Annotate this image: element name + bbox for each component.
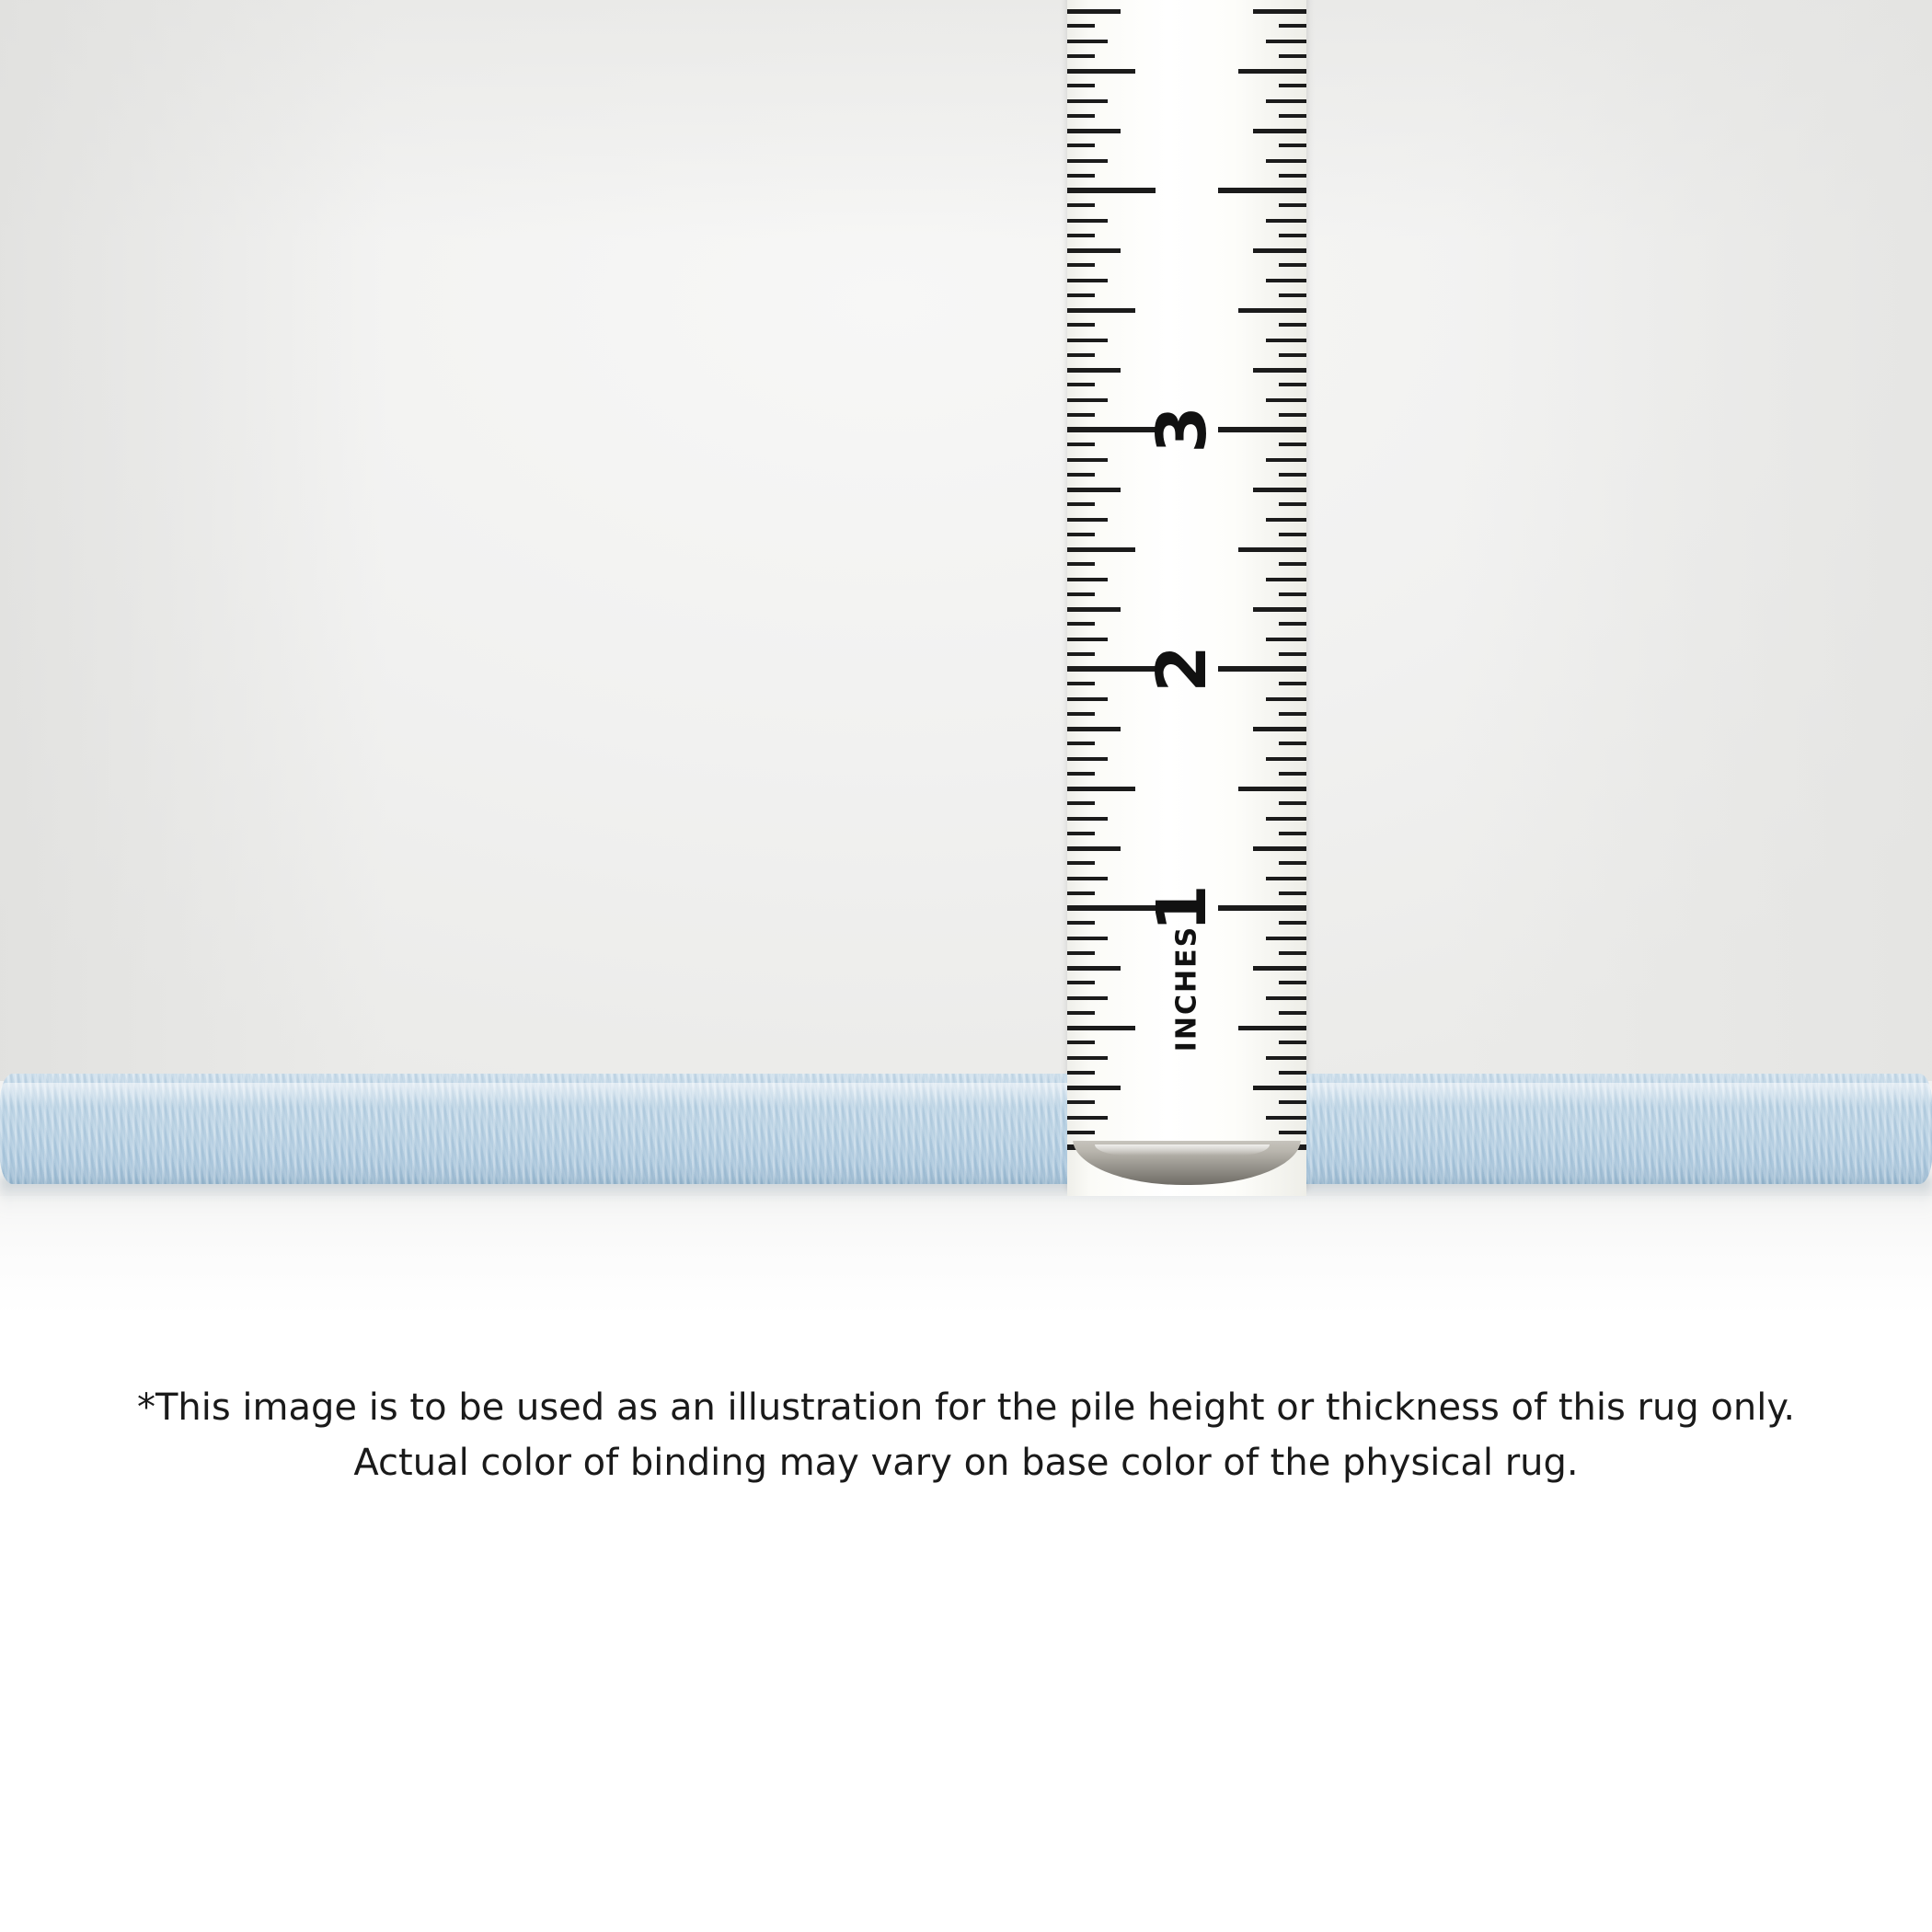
ruler-tick xyxy=(1266,40,1306,43)
tape-measure-metal-tip-front xyxy=(1067,1141,1306,1189)
ruler-tick xyxy=(1067,339,1108,342)
ruler-tick xyxy=(1067,817,1108,821)
ruler-tick xyxy=(1067,742,1095,745)
ruler-tick xyxy=(1266,817,1306,821)
ruler-tick xyxy=(1279,951,1306,955)
ruler-tick xyxy=(1067,413,1095,417)
ruler-tick xyxy=(1067,443,1095,446)
ruler-tick xyxy=(1279,443,1306,446)
ruler-tick xyxy=(1067,622,1095,626)
ruler-tick xyxy=(1067,99,1108,103)
ruler-tick xyxy=(1067,966,1121,971)
ruler-tick xyxy=(1067,1086,1121,1090)
ruler-tick xyxy=(1279,1131,1306,1134)
ruler-tick xyxy=(1279,473,1306,477)
ruler-tick xyxy=(1279,801,1306,805)
ruler-tick xyxy=(1279,682,1306,685)
ruler-tick xyxy=(1279,293,1306,297)
ruler-tick xyxy=(1238,547,1306,552)
ruler-tick xyxy=(1067,114,1095,118)
ruler-tick xyxy=(1067,1041,1095,1044)
ruler-tick xyxy=(1067,353,1095,357)
backdrop-left-shading xyxy=(0,0,386,1081)
ruler-tick xyxy=(1279,1011,1306,1015)
ruler-tick xyxy=(1067,727,1121,731)
ruler-tick xyxy=(1067,473,1095,477)
ruler-tick xyxy=(1279,383,1306,386)
ruler-inch-number: 2 xyxy=(1143,645,1222,693)
ruler-tick xyxy=(1279,891,1306,895)
ruler-tick xyxy=(1266,578,1306,581)
ruler-tick xyxy=(1067,279,1108,282)
ruler-tick xyxy=(1238,308,1306,313)
ruler-tick xyxy=(1067,69,1135,74)
rug-binding-edge xyxy=(0,1074,1932,1199)
ruler-tick xyxy=(1279,981,1306,984)
ruler-tick xyxy=(1218,666,1306,672)
ruler-tick-marks xyxy=(1067,0,1306,1190)
ruler-tick xyxy=(1067,9,1121,14)
ruler-tick xyxy=(1266,996,1306,1000)
ruler-tick xyxy=(1238,787,1306,791)
ruler-tick xyxy=(1266,937,1306,940)
ruler-tick xyxy=(1067,40,1108,43)
ruler-tick xyxy=(1238,1026,1306,1030)
ruler-tick xyxy=(1067,24,1095,28)
ruler-tick xyxy=(1279,861,1306,865)
ruler-tick xyxy=(1253,248,1306,253)
ruler-tick xyxy=(1067,323,1095,327)
ruler-tick xyxy=(1253,368,1306,373)
ruler-tick xyxy=(1253,488,1306,492)
ruler-tick xyxy=(1067,562,1095,566)
ruler-tick xyxy=(1279,502,1306,506)
ruler-tick xyxy=(1218,905,1306,911)
ruler-tick xyxy=(1279,144,1306,147)
ruler-tick xyxy=(1067,502,1095,506)
ruler-tick xyxy=(1067,547,1135,552)
ruler-tick xyxy=(1067,488,1121,492)
ruler-tick xyxy=(1067,368,1121,373)
ruler-tick xyxy=(1266,339,1306,342)
ruler-tick xyxy=(1279,592,1306,596)
ruler-tick xyxy=(1266,159,1306,163)
ruler-tick xyxy=(1067,518,1108,522)
ruler-tick xyxy=(1279,1100,1306,1104)
ruler-tick xyxy=(1067,921,1095,925)
ruler-tick xyxy=(1067,772,1095,776)
ruler-tick xyxy=(1067,861,1095,865)
ruler-tick xyxy=(1266,99,1306,103)
ruler-tick xyxy=(1067,712,1095,716)
ruler-tick xyxy=(1266,757,1306,761)
ruler-tick xyxy=(1279,413,1306,417)
ruler-tick xyxy=(1067,787,1135,791)
ruler-tick xyxy=(1266,219,1306,223)
ruler-tick xyxy=(1279,1071,1306,1075)
caption-line-1: *This image is to be used as an illustration for the pile height or thickness of this rug only. xyxy=(136,1386,1796,1429)
ruler-tick xyxy=(1279,84,1306,87)
ruler-tick xyxy=(1067,458,1108,462)
ruler-tick xyxy=(1067,682,1095,685)
ruler-tick xyxy=(1253,1086,1306,1090)
ruler-tick xyxy=(1067,578,1108,581)
ruler-tick xyxy=(1067,891,1095,895)
ruler-tick xyxy=(1218,188,1306,193)
ruler-tick xyxy=(1067,607,1121,612)
ruler-tick xyxy=(1067,1011,1095,1015)
ruler-tick xyxy=(1279,1041,1306,1044)
caption-line-2: Actual color of binding may vary on base color of the physical rug. xyxy=(353,1442,1579,1484)
ruler-tick xyxy=(1067,832,1095,835)
ruler-tick xyxy=(1266,1056,1306,1060)
ruler-tick xyxy=(1279,742,1306,745)
ruler-tick xyxy=(1067,951,1095,955)
ruler-tick xyxy=(1266,398,1306,402)
rug-top-highlight xyxy=(0,1083,1932,1107)
ruler-tick xyxy=(1253,129,1306,133)
ruler-tick xyxy=(1067,54,1095,58)
ruler-tick xyxy=(1067,1131,1095,1134)
ruler-tick xyxy=(1266,518,1306,522)
ruler-tick xyxy=(1279,203,1306,207)
ruler-tick xyxy=(1067,697,1108,701)
ruler-tick xyxy=(1279,921,1306,925)
caption-block xyxy=(0,1380,1932,1490)
ruler-tick xyxy=(1067,159,1108,163)
ruler-tick xyxy=(1067,144,1095,147)
ruler-tick xyxy=(1067,84,1095,87)
ruler-tick xyxy=(1266,877,1306,880)
ruler-tick xyxy=(1238,69,1306,74)
ruler-tick xyxy=(1067,877,1108,880)
ruler-tick xyxy=(1266,1116,1306,1120)
ruler-inch-number: 1 xyxy=(1143,884,1222,932)
ruler-tick xyxy=(1067,757,1108,761)
ruler-tick xyxy=(1253,727,1306,731)
ruler-tick xyxy=(1253,966,1306,971)
backdrop-right-shading xyxy=(1454,0,1932,1081)
ruler-tick xyxy=(1067,263,1095,267)
ruler-tick xyxy=(1279,174,1306,178)
ruler-tick xyxy=(1067,1026,1135,1030)
ruler-tick xyxy=(1067,846,1121,851)
ruler-tick xyxy=(1067,533,1095,536)
ruler-tick xyxy=(1218,427,1306,432)
ruler-tick xyxy=(1067,1100,1095,1104)
ruler-tick xyxy=(1279,24,1306,28)
ruler-tick xyxy=(1279,234,1306,237)
ruler-tick xyxy=(1266,279,1306,282)
ruler-tick xyxy=(1067,638,1108,641)
ruler-tick xyxy=(1279,54,1306,58)
ruler-tick xyxy=(1067,293,1095,297)
ruler-tick xyxy=(1279,772,1306,776)
ruler-tick xyxy=(1279,114,1306,118)
ruler-tick xyxy=(1067,801,1095,805)
ruler-tick xyxy=(1279,712,1306,716)
ruler-tick xyxy=(1067,1116,1108,1120)
ruler-tick xyxy=(1067,996,1108,1000)
ruler-tick xyxy=(1067,937,1108,940)
ruler-tick xyxy=(1266,638,1306,641)
ruler-tick xyxy=(1279,562,1306,566)
ruler-tick xyxy=(1253,846,1306,851)
ruler-tick xyxy=(1253,607,1306,612)
ruler-tick xyxy=(1067,234,1095,237)
tape-measure xyxy=(1067,0,1306,1190)
ruler-tick xyxy=(1067,308,1135,313)
ruler-tick xyxy=(1067,174,1095,178)
ruler-tick xyxy=(1067,592,1095,596)
ruler-tick xyxy=(1067,1071,1095,1075)
ruler-tick xyxy=(1067,1056,1108,1060)
ruler-tick xyxy=(1266,697,1306,701)
ruler-tick xyxy=(1279,622,1306,626)
ruler-tick xyxy=(1279,832,1306,835)
metal-tip-highlight-front xyxy=(1095,1144,1270,1156)
ruler-tick xyxy=(1067,248,1121,253)
ruler-tick xyxy=(1279,353,1306,357)
ruler-tick xyxy=(1067,398,1108,402)
ruler-tick xyxy=(1067,981,1095,984)
ruler-unit-label: INCHES xyxy=(1170,925,1203,1052)
ruler-tick xyxy=(1253,9,1306,14)
ruler-inch-number: 3 xyxy=(1143,406,1222,454)
ruler-tick xyxy=(1279,533,1306,536)
ruler-tick xyxy=(1067,652,1095,656)
ruler-tick xyxy=(1067,203,1095,207)
ruler-tick xyxy=(1067,219,1108,223)
ruler-tick xyxy=(1279,323,1306,327)
ruler-tick xyxy=(1067,383,1095,386)
ruler-tick xyxy=(1067,129,1121,133)
ruler-tick xyxy=(1067,188,1156,193)
ruler-tick xyxy=(1279,263,1306,267)
ruler-tick xyxy=(1266,458,1306,462)
ruler-tick xyxy=(1279,652,1306,656)
